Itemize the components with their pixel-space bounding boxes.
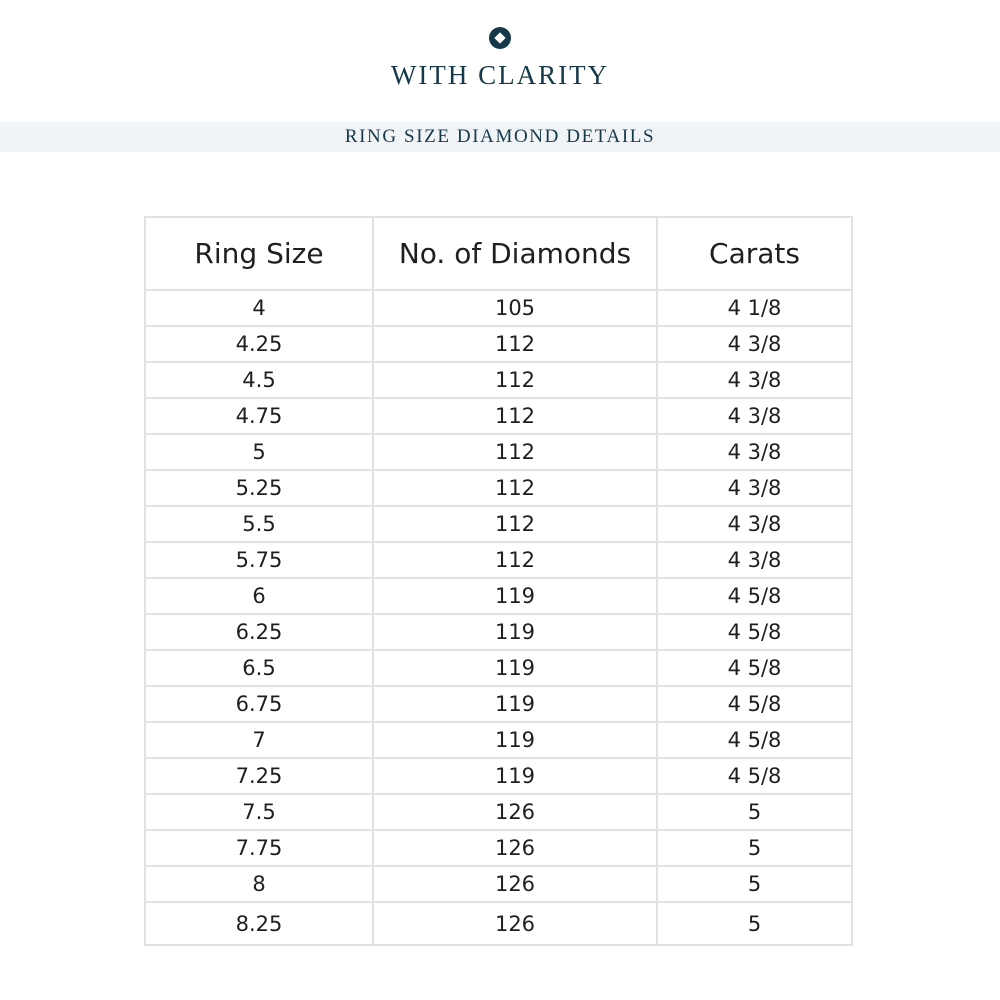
diamond-count-cell: 119 xyxy=(373,722,657,758)
carats-cell: 4 5/8 xyxy=(657,614,852,650)
ring-size-cell: 5 xyxy=(145,434,373,470)
brand-logo xyxy=(0,27,1000,49)
carats-cell: 5 xyxy=(657,902,852,945)
ring-size-cell: 7 xyxy=(145,722,373,758)
table-row xyxy=(145,650,852,686)
diamond-count-cell: 126 xyxy=(373,830,657,866)
carats-cell: 4 5/8 xyxy=(657,758,852,794)
ring-size-cell: 7.5 xyxy=(145,794,373,830)
diamond-count-cell: 112 xyxy=(373,542,657,578)
diamond-circle-icon xyxy=(489,27,511,49)
diamond-count-cell: 112 xyxy=(373,470,657,506)
table-row xyxy=(145,830,852,866)
table-row xyxy=(145,398,852,434)
ring-size-cell: 7.75 xyxy=(145,830,373,866)
ring-size-cell: 5.25 xyxy=(145,470,373,506)
carats-cell: 5 xyxy=(657,866,852,902)
column-header-carats: Carats xyxy=(657,217,852,290)
diamond-count-cell: 112 xyxy=(373,434,657,470)
table-row xyxy=(145,722,852,758)
ring-size-cell: 4 xyxy=(145,290,373,326)
diamond-count-cell: 112 xyxy=(373,398,657,434)
ring-size-cell: 8 xyxy=(145,866,373,902)
table-row xyxy=(145,362,852,398)
carats-cell: 4 3/8 xyxy=(657,470,852,506)
ring-size-cell: 6.5 xyxy=(145,650,373,686)
table-row xyxy=(145,758,852,794)
carats-cell: 4 5/8 xyxy=(657,650,852,686)
table-header-row xyxy=(145,217,852,290)
ring-size-cell: 6.75 xyxy=(145,686,373,722)
carats-cell: 4 3/8 xyxy=(657,398,852,434)
carats-cell: 4 5/8 xyxy=(657,722,852,758)
table-row xyxy=(145,326,852,362)
column-header-diamond-count: No. of Diamonds xyxy=(373,217,657,290)
diamond-count-cell: 119 xyxy=(373,650,657,686)
table-row xyxy=(145,542,852,578)
table-row xyxy=(145,902,852,945)
carats-cell: 4 5/8 xyxy=(657,686,852,722)
carats-cell: 5 xyxy=(657,794,852,830)
carats-cell: 4 3/8 xyxy=(657,506,852,542)
table-body xyxy=(145,290,852,945)
table-row xyxy=(145,506,852,542)
diamond-count-cell: 105 xyxy=(373,290,657,326)
ring-size-cell: 4.5 xyxy=(145,362,373,398)
carats-cell: 4 3/8 xyxy=(657,362,852,398)
carats-cell: 4 3/8 xyxy=(657,434,852,470)
carats-cell: 4 5/8 xyxy=(657,578,852,614)
carats-cell: 4 3/8 xyxy=(657,326,852,362)
diamond-count-cell: 119 xyxy=(373,614,657,650)
table-row xyxy=(145,866,852,902)
ring-size-cell: 7.25 xyxy=(145,758,373,794)
diamond-count-cell: 126 xyxy=(373,866,657,902)
carats-cell: 4 3/8 xyxy=(657,542,852,578)
diamond-count-cell: 119 xyxy=(373,578,657,614)
ring-size-cell: 8.25 xyxy=(145,902,373,945)
ring-size-cell: 4.75 xyxy=(145,398,373,434)
carats-cell: 4 1/8 xyxy=(657,290,852,326)
diamond-count-cell: 126 xyxy=(373,902,657,945)
carats-cell: 5 xyxy=(657,830,852,866)
diamond-count-cell: 119 xyxy=(373,686,657,722)
table-row xyxy=(145,434,852,470)
diamond-count-cell: 126 xyxy=(373,794,657,830)
section-title: RING SIZE DIAMOND DETAILS xyxy=(344,126,656,147)
table-row xyxy=(145,614,852,650)
column-header-ring-size: Ring Size xyxy=(145,217,373,290)
table-row xyxy=(145,578,852,614)
diamond-count-cell: 112 xyxy=(373,326,657,362)
table-row xyxy=(145,470,852,506)
ring-size-cell: 6.25 xyxy=(145,614,373,650)
diamond-count-cell: 119 xyxy=(373,758,657,794)
diamond-count-cell: 112 xyxy=(373,362,657,398)
ring-size-cell: 6 xyxy=(145,578,373,614)
ring-size-cell: 4.25 xyxy=(145,326,373,362)
table-row xyxy=(145,290,852,326)
table-row xyxy=(145,794,852,830)
table-row xyxy=(145,686,852,722)
diamond-count-cell: 112 xyxy=(373,506,657,542)
ring-size-cell: 5.75 xyxy=(145,542,373,578)
ring-size-cell: 5.5 xyxy=(145,506,373,542)
brand-name: WITH CLARITY xyxy=(390,60,610,90)
ring-size-table xyxy=(144,216,853,946)
